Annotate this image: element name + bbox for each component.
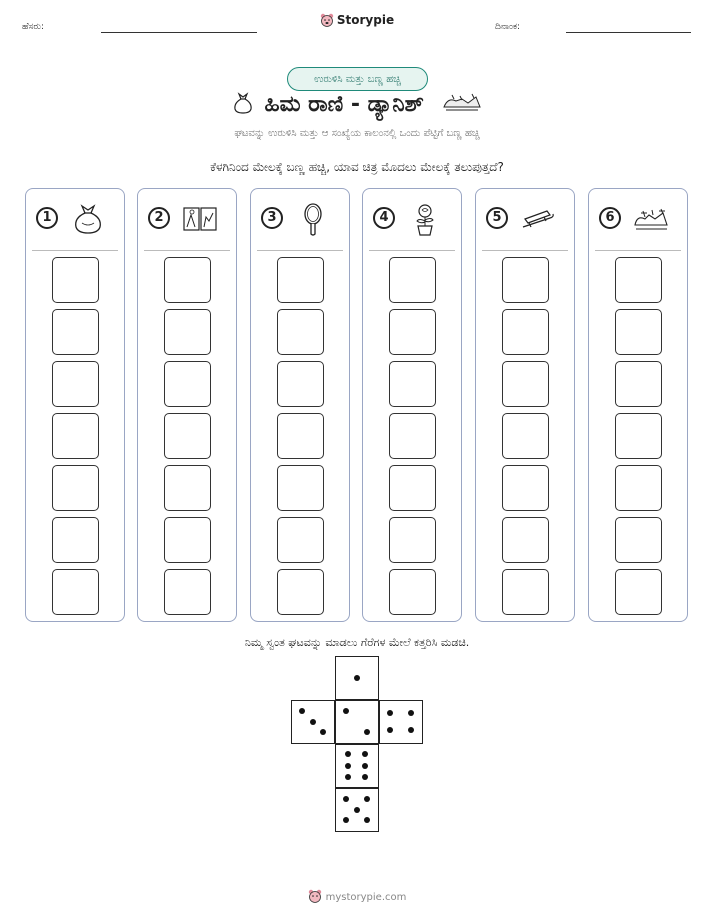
brand-name: Storypie [336,13,395,27]
die-instruction: ನಿಮ್ಮ ಸ್ವಂತ ಘಟವನ್ನು ಮಾಡಲು ಗೆರೆಗಳ ಮೇಲೆ ಕತ್ತರಿಸಿ ಮಡಚಿ. [244,636,470,649]
column-number: 2 [148,207,170,229]
color-box[interactable] [52,413,99,459]
column-1 [25,188,125,622]
color-box[interactable] [277,465,324,511]
die-face-1 [335,656,379,700]
reindeer-sleigh-icon [633,201,669,237]
sack-icon [232,90,254,114]
die-pip [364,817,370,823]
color-box[interactable] [277,413,324,459]
die-pip [299,708,305,714]
column-divider [482,250,568,251]
die-pip [343,796,349,802]
die-pip [408,727,414,733]
color-box[interactable] [52,517,99,563]
potted-rose-icon [407,201,443,237]
die-pip [354,807,360,813]
die-face-5 [335,788,379,832]
color-box[interactable] [389,309,436,355]
column-2 [137,188,237,622]
color-box[interactable] [389,465,436,511]
color-box[interactable] [502,517,549,563]
color-box[interactable] [615,517,662,563]
column-divider [144,250,230,251]
color-box[interactable] [389,569,436,615]
color-box[interactable] [277,361,324,407]
die-pip [320,729,326,735]
color-box[interactable] [389,257,436,303]
brand-logo [0,13,714,27]
color-box[interactable] [502,465,549,511]
column-divider [369,250,455,251]
color-box[interactable] [615,257,662,303]
die-face-3 [291,700,335,744]
color-box[interactable] [615,309,662,355]
column-number: 1 [36,207,58,229]
color-box[interactable] [164,361,211,407]
column-5 [475,188,575,622]
column-divider [595,250,681,251]
reindeer-sleigh-icon [442,91,482,113]
picture-book-icon [182,201,218,237]
color-box[interactable] [277,569,324,615]
name-label: ಹೆಸರು: [22,22,45,32]
die-face-6 [335,744,379,788]
question: ಕೆಳಗಿನಿಂದ ಮೇಲಕ್ಕೆ ಬಣ್ಣ ಹಚ್ಚಿ, ಯಾವ ಚಿತ್ರ ಮೊದಲು ಮೇಲಕ್ಕೆ ತಲುಪುತ್ತದೆ? [210,160,504,174]
color-box[interactable] [52,309,99,355]
color-box[interactable] [52,361,99,407]
die-pip [387,710,393,716]
column-divider [32,250,118,251]
die-pip [310,719,316,725]
column-number: 6 [599,207,621,229]
page-title [0,90,714,117]
footer-url: mystorypie.com [325,892,407,903]
color-box[interactable] [502,569,549,615]
die-pip [343,817,349,823]
bear-logo-icon [320,13,334,27]
column-number: 3 [261,207,283,229]
color-box[interactable] [164,517,211,563]
die-pip [364,729,370,735]
color-box[interactable] [502,309,549,355]
hand-mirror-icon [295,201,331,237]
die-pip [362,751,368,757]
die-pip [345,751,351,757]
color-box[interactable] [389,361,436,407]
die-pip [387,727,393,733]
die-pip [408,710,414,716]
color-box[interactable] [52,257,99,303]
activity-pill: ಉರುಳಿಸಿ ಮತ್ತು ಬಣ್ಣ ಹಚ್ಚಿ [287,67,428,91]
color-box[interactable] [277,257,324,303]
color-box[interactable] [277,309,324,355]
column-divider [257,250,343,251]
die-pip [345,774,351,780]
color-box[interactable] [502,361,549,407]
bear-logo-icon [308,889,322,903]
color-box[interactable] [389,517,436,563]
color-box[interactable] [615,465,662,511]
column-3 [250,188,350,622]
die-pip [343,708,349,714]
column-number: 4 [373,207,395,229]
sled-icon [520,201,556,237]
die-face-4 [379,700,423,744]
name-line[interactable] [101,32,257,33]
die-pip [354,675,360,681]
column-6 [588,188,688,622]
date-label: ದಿನಾಂಕ: [495,22,521,32]
color-box[interactable] [164,569,211,615]
column-4 [362,188,462,622]
color-box[interactable] [277,517,324,563]
color-box[interactable] [502,413,549,459]
color-box[interactable] [164,309,211,355]
footer [0,889,714,903]
sack-icon [70,201,106,237]
die-pip [362,763,368,769]
color-box[interactable] [615,569,662,615]
color-box[interactable] [502,257,549,303]
color-box[interactable] [164,465,211,511]
die-pip [345,763,351,769]
title-text: ಹಿಮ ರಾಣಿ - ಡ್ಯಾನಿಶ್ [264,92,424,117]
color-box[interactable] [164,413,211,459]
color-box[interactable] [389,413,436,459]
color-box[interactable] [52,569,99,615]
die-pip [364,796,370,802]
die-pip [362,774,368,780]
die-face-2 [335,700,379,744]
subtitle: ಘಟವನ್ನು ಉರುಳಿಸಿ ಮತ್ತು ಆ ಸಂಖ್ಯೆಯ ಕಾಲಂನಲ್ಲಿ ಒಂದು ಪೆಟ್ಟಿಗೆ ಬಣ್ಣ ಹಚ್ಚಿ [234,128,480,139]
column-number: 5 [486,207,508,229]
date-line[interactable] [566,32,691,33]
color-box[interactable] [615,413,662,459]
color-box[interactable] [164,257,211,303]
color-box[interactable] [615,361,662,407]
color-box[interactable] [52,465,99,511]
